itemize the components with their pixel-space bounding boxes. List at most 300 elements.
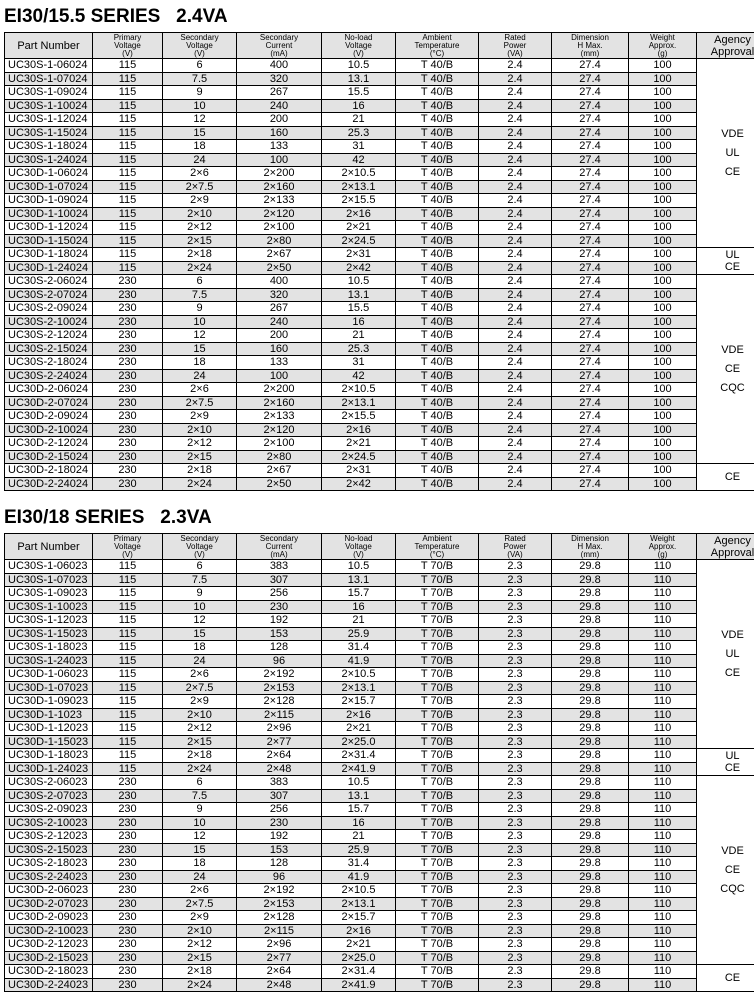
cell-rated-power: 2.3 [479, 735, 552, 749]
cell-rated-power: 2.4 [479, 342, 552, 356]
cell-secondary-voltage: 18 [163, 641, 237, 655]
cell-ambient-temperature: T 40/B [396, 464, 479, 478]
cell-noload-voltage: 2×16 [322, 423, 396, 437]
cell-weight: 110 [629, 573, 697, 587]
cell-secondary-current: 2×96 [237, 938, 322, 952]
cell-weight: 100 [629, 464, 697, 478]
cell-secondary-voltage: 2×12 [163, 437, 237, 451]
cell-primary-voltage: 230 [93, 477, 163, 491]
cell-rated-power: 2.4 [479, 356, 552, 370]
cell-noload-voltage: 10.5 [322, 776, 396, 790]
header-line: Voltage [186, 541, 213, 551]
cell-dimension: 29.8 [552, 965, 629, 979]
cell-part-number: UC30D-2-07024 [5, 396, 93, 410]
cell-primary-voltage: 230 [93, 437, 163, 451]
table-row [5, 275, 754, 289]
cell-noload-voltage: 31 [322, 356, 396, 370]
header-line: Approx. [648, 40, 677, 50]
cell-ambient-temperature: T 70/B [396, 830, 479, 844]
cell-noload-voltage: 15.5 [322, 86, 396, 100]
cell-ambient-temperature: T 40/B [396, 140, 479, 154]
cell-noload-voltage: 15.7 [322, 587, 396, 601]
cell-secondary-current: 2×50 [237, 261, 322, 275]
cell-noload-voltage: 21 [322, 329, 396, 343]
header-dimension [552, 33, 629, 59]
series-title: EI30/15.5 SERIES 2.4VA [4, 6, 228, 27]
header-line: (V) [353, 549, 364, 559]
cell-rated-power: 2.3 [479, 789, 552, 803]
cell-dimension: 27.4 [552, 221, 629, 235]
cell-primary-voltage: 230 [93, 803, 163, 817]
cell-part-number: UC30S-2-09023 [5, 803, 93, 817]
cell-secondary-voltage: 2×24 [163, 261, 237, 275]
header-line: Weight [650, 533, 675, 543]
cell-primary-voltage: 230 [93, 938, 163, 952]
cell-secondary-voltage: 2×9 [163, 911, 237, 925]
cell-secondary-voltage: 7.5 [163, 789, 237, 803]
cell-secondary-voltage: 2×6 [163, 167, 237, 181]
cell-ambient-temperature: T 70/B [396, 587, 479, 601]
header-rated-power [479, 534, 552, 560]
cell-primary-voltage: 230 [93, 329, 163, 343]
cell-dimension: 27.4 [552, 59, 629, 73]
cell-secondary-current: 2×96 [237, 722, 322, 736]
header-agency-approval [697, 33, 754, 59]
table-row [5, 72, 754, 86]
cell-secondary-current: 2×80 [237, 450, 322, 464]
cell-primary-voltage: 115 [93, 600, 163, 614]
table-row [5, 59, 754, 73]
cell-noload-voltage: 31.4 [322, 857, 396, 871]
cell-part-number: UC30D-1-12023 [5, 722, 93, 736]
cell-weight: 110 [629, 641, 697, 655]
cell-secondary-current: 2×64 [237, 965, 322, 979]
cell-part-number: UC30D-1-12024 [5, 221, 93, 235]
cell-noload-voltage: 2×21 [322, 722, 396, 736]
cell-secondary-voltage: 12 [163, 113, 237, 127]
cell-part-number: UC30S-2-10024 [5, 315, 93, 329]
cell-rated-power: 2.4 [479, 261, 552, 275]
header-primary-voltage [93, 33, 163, 59]
cell-dimension: 29.8 [552, 708, 629, 722]
cell-rated-power: 2.3 [479, 978, 552, 992]
header-secondary-current [237, 33, 322, 59]
cell-dimension: 27.4 [552, 315, 629, 329]
cell-part-number: UC30D-1-09023 [5, 695, 93, 709]
cell-part-number: UC30S-1-06024 [5, 59, 93, 73]
cell-weight: 110 [629, 843, 697, 857]
table-row [5, 167, 754, 181]
cell-weight: 110 [629, 978, 697, 992]
table-row [5, 600, 754, 614]
cell-part-number: UC30S-1-24023 [5, 654, 93, 668]
cell-secondary-voltage: 2×24 [163, 477, 237, 491]
cell-secondary-current: 230 [237, 816, 322, 830]
cell-secondary-current: 2×133 [237, 410, 322, 424]
cell-dimension: 27.4 [552, 140, 629, 154]
cell-noload-voltage: 2×10.5 [322, 383, 396, 397]
cell-secondary-voltage: 10 [163, 816, 237, 830]
cell-part-number: UC30S-2-12024 [5, 329, 93, 343]
cell-part-number: UC30D-2-06023 [5, 884, 93, 898]
cell-part-number: UC30D-1-24024 [5, 261, 93, 275]
cell-noload-voltage: 2×13.1 [322, 897, 396, 911]
header-line: (V) [122, 48, 133, 58]
cell-secondary-voltage: 12 [163, 329, 237, 343]
cell-dimension: 29.8 [552, 668, 629, 682]
cell-part-number: UC30S-2-06023 [5, 776, 93, 790]
header-line: Voltage [114, 40, 141, 50]
cell-noload-voltage: 25.3 [322, 342, 396, 356]
cell-weight: 110 [629, 965, 697, 979]
cell-noload-voltage: 10.5 [322, 560, 396, 574]
cell-ambient-temperature: T 70/B [396, 627, 479, 641]
cell-primary-voltage: 230 [93, 450, 163, 464]
cell-rated-power: 2.4 [479, 464, 552, 478]
header-weight [629, 534, 697, 560]
cell-ambient-temperature: T 40/B [396, 261, 479, 275]
header-line: Weight [650, 32, 675, 42]
cell-part-number: UC30S-1-07024 [5, 72, 93, 86]
cell-primary-voltage: 230 [93, 897, 163, 911]
cell-ambient-temperature: T 40/B [396, 113, 479, 127]
series-title: EI30/18 SERIES 2.3VA [4, 507, 212, 528]
cell-ambient-temperature: T 40/B [396, 221, 479, 235]
header-line: (VA) [507, 48, 523, 58]
cell-dimension: 29.8 [552, 735, 629, 749]
cell-dimension: 27.4 [552, 302, 629, 316]
agency-label: VDE [721, 343, 744, 356]
cell-dimension: 29.8 [552, 695, 629, 709]
cell-ambient-temperature: T 40/B [396, 194, 479, 208]
cell-noload-voltage: 31 [322, 140, 396, 154]
cell-noload-voltage: 15.5 [322, 302, 396, 316]
cell-dimension: 27.4 [552, 450, 629, 464]
cell-primary-voltage: 230 [93, 830, 163, 844]
cell-weight: 100 [629, 140, 697, 154]
cell-ambient-temperature: T 70/B [396, 803, 479, 817]
table-row [5, 978, 754, 992]
cell-secondary-current: 383 [237, 776, 322, 790]
cell-weight: 110 [629, 924, 697, 938]
cell-primary-voltage: 115 [93, 126, 163, 140]
cell-primary-voltage: 115 [93, 221, 163, 235]
header-line: (mA) [270, 48, 288, 58]
header-line: Power [503, 541, 527, 551]
header-line: (mm) [580, 48, 600, 58]
cell-secondary-voltage: 2×10 [163, 924, 237, 938]
cell-noload-voltage: 2×10.5 [322, 167, 396, 181]
cell-ambient-temperature: T 40/B [396, 153, 479, 167]
header-part-number: Part Number [5, 534, 93, 560]
cell-rated-power: 2.3 [479, 573, 552, 587]
cell-primary-voltage: 115 [93, 614, 163, 628]
cell-primary-voltage: 230 [93, 911, 163, 925]
header-line: No-load [344, 32, 373, 42]
cell-secondary-current: 2×120 [237, 207, 322, 221]
cell-weight: 100 [629, 221, 697, 235]
cell-dimension: 27.4 [552, 477, 629, 491]
cell-part-number: UC30S-1-12024 [5, 113, 93, 127]
cell-secondary-voltage: 24 [163, 654, 237, 668]
cell-rated-power: 2.3 [479, 762, 552, 776]
agency-approval-cell [697, 59, 754, 248]
cell-rated-power: 2.3 [479, 857, 552, 871]
table-row [5, 965, 754, 979]
cell-primary-voltage: 230 [93, 369, 163, 383]
cell-rated-power: 2.4 [479, 369, 552, 383]
cell-part-number: UC30S-1-12023 [5, 614, 93, 628]
cell-primary-voltage: 115 [93, 573, 163, 587]
cell-weight: 110 [629, 884, 697, 898]
cell-primary-voltage: 115 [93, 749, 163, 763]
cell-dimension: 27.4 [552, 396, 629, 410]
cell-secondary-current: 96 [237, 870, 322, 884]
cell-secondary-current: 2×160 [237, 180, 322, 194]
cell-ambient-temperature: T 70/B [396, 641, 479, 655]
cell-noload-voltage: 21 [322, 113, 396, 127]
cell-secondary-voltage: 2×6 [163, 668, 237, 682]
cell-primary-voltage: 230 [93, 789, 163, 803]
cell-primary-voltage: 230 [93, 302, 163, 316]
cell-rated-power: 2.4 [479, 167, 552, 181]
cell-secondary-voltage: 9 [163, 803, 237, 817]
header-secondary-voltage [163, 534, 237, 560]
cell-weight: 100 [629, 248, 697, 262]
cell-noload-voltage: 31.4 [322, 641, 396, 655]
cell-noload-voltage: 16 [322, 315, 396, 329]
cell-primary-voltage: 230 [93, 356, 163, 370]
cell-primary-voltage: 230 [93, 843, 163, 857]
cell-ambient-temperature: T 40/B [396, 369, 479, 383]
cell-secondary-current: 96 [237, 654, 322, 668]
cell-secondary-voltage: 2×24 [163, 978, 237, 992]
cell-ambient-temperature: T 40/B [396, 410, 479, 424]
cell-noload-voltage: 16 [322, 99, 396, 113]
table-row [5, 99, 754, 113]
header-line: Dimension [571, 533, 609, 543]
cell-part-number: UC30S-2-06024 [5, 275, 93, 289]
cell-rated-power: 2.3 [479, 681, 552, 695]
cell-dimension: 27.4 [552, 194, 629, 208]
cell-secondary-current: 128 [237, 857, 322, 871]
cell-rated-power: 2.3 [479, 965, 552, 979]
cell-secondary-voltage: 9 [163, 587, 237, 601]
cell-ambient-temperature: T 70/B [396, 843, 479, 857]
cell-secondary-current: 160 [237, 342, 322, 356]
table-body [5, 560, 754, 992]
cell-part-number: UC30D-1-07023 [5, 681, 93, 695]
cell-primary-voltage: 230 [93, 776, 163, 790]
cell-part-number: UC30D-1-09024 [5, 194, 93, 208]
cell-ambient-temperature: T 40/B [396, 180, 479, 194]
table-row [5, 86, 754, 100]
cell-weight: 110 [629, 722, 697, 736]
header-secondary-voltage [163, 33, 237, 59]
header-line: (g) [657, 48, 668, 58]
cell-weight: 100 [629, 423, 697, 437]
cell-dimension: 27.4 [552, 423, 629, 437]
cell-weight: 110 [629, 762, 697, 776]
header-line: Power [503, 40, 527, 50]
series-section [4, 503, 754, 992]
table-row [5, 126, 754, 140]
cell-rated-power: 2.4 [479, 315, 552, 329]
cell-secondary-current: 133 [237, 356, 322, 370]
cell-noload-voltage: 25.9 [322, 627, 396, 641]
table-row [5, 884, 754, 898]
cell-ambient-temperature: T 70/B [396, 897, 479, 911]
cell-part-number: UC30S-2-15024 [5, 342, 93, 356]
cell-secondary-current: 2×128 [237, 911, 322, 925]
table-row [5, 464, 754, 478]
cell-part-number: UC30S-1-10024 [5, 99, 93, 113]
cell-dimension: 29.8 [552, 816, 629, 830]
cell-secondary-current: 160 [237, 126, 322, 140]
cell-secondary-voltage: 2×15 [163, 234, 237, 248]
cell-secondary-voltage: 2×24 [163, 762, 237, 776]
cell-secondary-voltage: 24 [163, 870, 237, 884]
agency-approval-cell [697, 965, 754, 992]
cell-secondary-voltage: 2×9 [163, 410, 237, 424]
cell-noload-voltage: 2×31 [322, 248, 396, 262]
cell-part-number: UC30S-2-09024 [5, 302, 93, 316]
cell-primary-voltage: 230 [93, 951, 163, 965]
cell-primary-voltage: 230 [93, 965, 163, 979]
cell-weight: 110 [629, 587, 697, 601]
cell-secondary-current: 2×77 [237, 951, 322, 965]
cell-dimension: 27.4 [552, 234, 629, 248]
cell-rated-power: 2.3 [479, 803, 552, 817]
cell-primary-voltage: 115 [93, 722, 163, 736]
cell-primary-voltage: 230 [93, 464, 163, 478]
cell-secondary-current: 200 [237, 113, 322, 127]
cell-secondary-current: 256 [237, 587, 322, 601]
header-line: Temperature [414, 541, 460, 551]
cell-weight: 110 [629, 668, 697, 682]
cell-noload-voltage: 2×25.0 [322, 951, 396, 965]
table-row [5, 113, 754, 127]
cell-ambient-temperature: T 70/B [396, 870, 479, 884]
cell-primary-voltage: 230 [93, 342, 163, 356]
cell-noload-voltage: 2×10.5 [322, 884, 396, 898]
cell-secondary-voltage: 6 [163, 560, 237, 574]
cell-primary-voltage: 230 [93, 857, 163, 871]
cell-part-number: UC30S-1-18024 [5, 140, 93, 154]
cell-part-number: UC30S-1-15024 [5, 126, 93, 140]
cell-ambient-temperature: T 70/B [396, 614, 479, 628]
cell-secondary-current: 230 [237, 600, 322, 614]
cell-primary-voltage: 115 [93, 248, 163, 262]
cell-rated-power: 2.4 [479, 234, 552, 248]
cell-dimension: 27.4 [552, 153, 629, 167]
cell-weight: 100 [629, 329, 697, 343]
header-line: (mm) [580, 549, 600, 559]
cell-ambient-temperature: T 70/B [396, 762, 479, 776]
cell-ambient-temperature: T 70/B [396, 681, 479, 695]
cell-secondary-current: 200 [237, 329, 322, 343]
table-row [5, 830, 754, 844]
cell-ambient-temperature: T 70/B [396, 776, 479, 790]
cell-noload-voltage: 2×41.9 [322, 762, 396, 776]
cell-rated-power: 2.3 [479, 830, 552, 844]
cell-primary-voltage: 115 [93, 180, 163, 194]
table-row [5, 654, 754, 668]
agency-label: VDE [721, 628, 744, 641]
cell-dimension: 27.4 [552, 126, 629, 140]
cell-secondary-voltage: 2×7.5 [163, 396, 237, 410]
cell-rated-power: 2.3 [479, 587, 552, 601]
cell-noload-voltage: 2×16 [322, 708, 396, 722]
cell-secondary-current: 2×48 [237, 762, 322, 776]
header-line: Voltage [345, 541, 372, 551]
cell-ambient-temperature: T 40/B [396, 437, 479, 451]
cell-secondary-voltage: 10 [163, 600, 237, 614]
cell-noload-voltage: 2×13.1 [322, 180, 396, 194]
cell-weight: 110 [629, 749, 697, 763]
cell-weight: 110 [629, 614, 697, 628]
cell-weight: 100 [629, 207, 697, 221]
cell-ambient-temperature: T 70/B [396, 911, 479, 925]
table-row [5, 261, 754, 275]
cell-part-number: UC30S-1-07023 [5, 573, 93, 587]
cell-ambient-temperature: T 40/B [396, 59, 479, 73]
table-row [5, 302, 754, 316]
cell-rated-power: 2.4 [479, 207, 552, 221]
cell-weight: 110 [629, 708, 697, 722]
cell-primary-voltage: 115 [93, 681, 163, 695]
cell-secondary-voltage: 7.5 [163, 573, 237, 587]
header-line: Ambient [422, 533, 452, 543]
header-line: Dimension [571, 32, 609, 42]
cell-secondary-voltage: 12 [163, 830, 237, 844]
cell-weight: 110 [629, 681, 697, 695]
cell-part-number: UC30D-2-09023 [5, 911, 93, 925]
table-row [5, 369, 754, 383]
cell-ambient-temperature: T 40/B [396, 248, 479, 262]
cell-rated-power: 2.4 [479, 113, 552, 127]
cell-part-number: UC30D-1-07024 [5, 180, 93, 194]
cell-secondary-voltage: 15 [163, 627, 237, 641]
cell-primary-voltage: 230 [93, 315, 163, 329]
table-row [5, 951, 754, 965]
cell-dimension: 27.4 [552, 167, 629, 181]
cell-rated-power: 2.3 [479, 654, 552, 668]
cell-dimension: 29.8 [552, 870, 629, 884]
table-row [5, 573, 754, 587]
cell-noload-voltage: 2×42 [322, 477, 396, 491]
cell-secondary-voltage: 6 [163, 776, 237, 790]
cell-ambient-temperature: T 70/B [396, 857, 479, 871]
table-row [5, 762, 754, 776]
cell-ambient-temperature: T 40/B [396, 329, 479, 343]
cell-dimension: 29.8 [552, 789, 629, 803]
table-row [5, 437, 754, 451]
cell-dimension: 27.4 [552, 288, 629, 302]
cell-noload-voltage: 41.9 [322, 870, 396, 884]
header-line: Approval [710, 45, 754, 58]
agency-label: CQC [720, 381, 745, 394]
header-line: Primary [113, 32, 142, 42]
cell-secondary-voltage: 2×10 [163, 708, 237, 722]
cell-noload-voltage: 2×15.5 [322, 194, 396, 208]
header-line: Secondary [259, 533, 299, 543]
cell-weight: 100 [629, 383, 697, 397]
cell-ambient-temperature: T 40/B [396, 315, 479, 329]
cell-rated-power: 2.3 [479, 641, 552, 655]
cell-dimension: 29.8 [552, 857, 629, 871]
cell-primary-voltage: 115 [93, 153, 163, 167]
